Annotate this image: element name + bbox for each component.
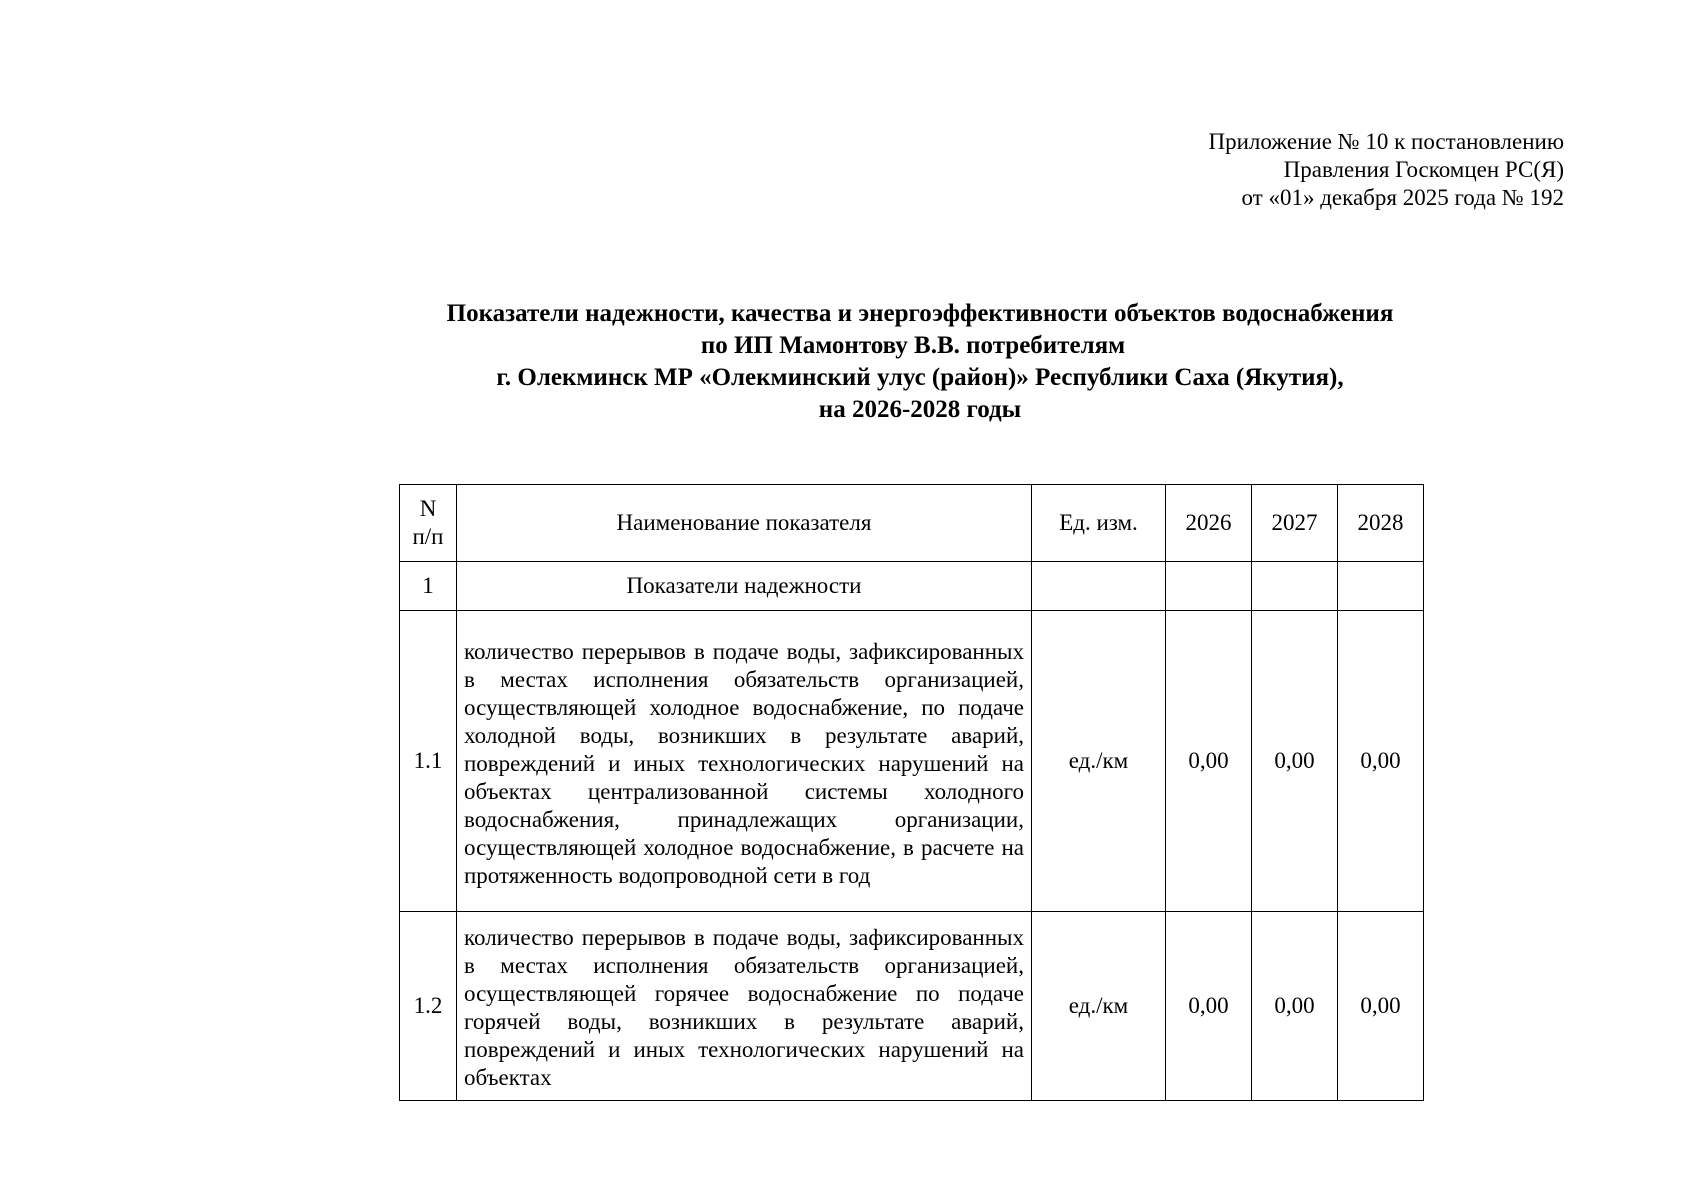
header-num-line-1: N	[419, 496, 437, 521]
row-name-cell	[457, 912, 1032, 1101]
row-name-cell	[457, 611, 1032, 912]
appendix-line-2: Правления Госкомцен РС(Я)	[1283, 157, 1564, 182]
header-year-2027: 2027	[1252, 485, 1338, 562]
row-value-2027: 0,00	[1252, 611, 1338, 912]
title-line-4: на 2026-2028 годы	[818, 396, 1022, 423]
header-unit-cell: Ед. изм.	[1032, 485, 1166, 562]
row-value-2026: 0,00	[1166, 611, 1252, 912]
row-name-text: количество перерывов в подаче воды, зафиксированных в местах исполнения обязательств организацией, осуществляющей холодное водоснабжение, по подаче холодной воды, возникших в результате аварий, повреждений и иных технологических нарушений на объектах централизованной системы холодного водоснабжения, принадлежащих организации, осуществляющей холодное водоснабжение, в расчете на протяженность водопроводной сети в год	[464, 639, 1024, 888]
table-row	[400, 611, 1424, 912]
row-value-2026: 0,00	[1166, 912, 1252, 1101]
row-value-2027: 0,00	[1252, 912, 1338, 1101]
table-row	[400, 562, 1424, 611]
row-value-2027	[1252, 562, 1338, 611]
row-unit-cell: ед./км	[1032, 611, 1166, 912]
header-num-cell	[400, 485, 457, 562]
row-value-2028: 0,00	[1338, 611, 1424, 912]
appendix-reference	[1208, 128, 1564, 212]
header-name-cell: Наименование показателя	[457, 485, 1032, 562]
title-line-3: г. Олекминск МР «Олекминский улус (район)» Республики Саха (Якутия),	[496, 364, 1344, 391]
appendix-line-3: от «01» декабря 2025 года № 192	[1241, 185, 1564, 210]
document-title	[370, 298, 1470, 426]
title-line-2: по ИП Мамонтову В.В. потребителям	[700, 332, 1126, 359]
section-name-cell: Показатели надежности	[457, 562, 1032, 611]
table-header-row	[400, 485, 1424, 562]
row-value-2028	[1338, 562, 1424, 611]
row-num-cell: 1.1	[400, 611, 457, 912]
row-value-2026	[1166, 562, 1252, 611]
title-line-1: Показатели надежности, качества и энергоэффективности объектов водоснабжения	[446, 300, 1394, 327]
header-year-2026: 2026	[1166, 485, 1252, 562]
row-value-2028: 0,00	[1338, 912, 1424, 1101]
row-unit-cell	[1032, 562, 1166, 611]
row-num-cell: 1.2	[400, 912, 457, 1101]
row-name-text: количество перерывов в подаче воды, зафиксированных в местах исполнения обязательств организацией, осуществляющей горячее водоснабжение по подаче горячей воды, возникших в результате аварий, повреждений и иных технологических нарушений на объектах	[464, 925, 1024, 1090]
row-unit-cell: ед./км	[1032, 912, 1166, 1101]
table-row	[400, 912, 1424, 1101]
row-num-cell: 1	[400, 562, 457, 611]
header-year-2028: 2028	[1338, 485, 1424, 562]
indicators-table	[399, 484, 1424, 1101]
header-num-line-2: п/п	[412, 524, 444, 549]
appendix-line-1: Приложение № 10 к постановлению	[1208, 129, 1564, 154]
